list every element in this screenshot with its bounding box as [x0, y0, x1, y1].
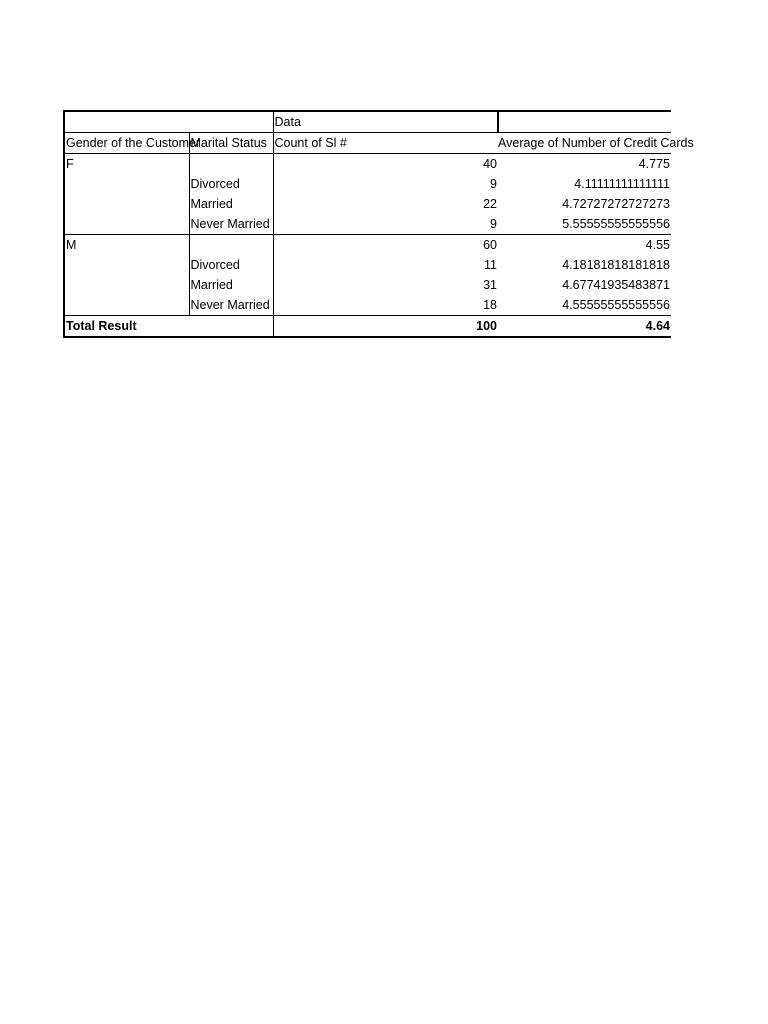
pivot-grid [63, 110, 694, 338]
header-average[interactable]: Average of Number of Credit Cards [498, 133, 671, 154]
average-cell[interactable]: 4.67741935483871 [562, 278, 670, 292]
corner-cell[interactable] [64, 111, 273, 133]
total-row [64, 316, 671, 338]
table-row [64, 295, 671, 316]
count-cell[interactable]: 60 [483, 238, 497, 252]
count-cell[interactable]: 11 [484, 258, 497, 272]
average-cell[interactable]: 4.55 [645, 238, 670, 252]
table-row [64, 194, 671, 214]
average-cell[interactable]: 4.55555555555556 [498, 295, 671, 316]
gender-cell[interactable] [64, 174, 189, 194]
marital-cell[interactable]: Married [189, 275, 273, 295]
header-count[interactable]: Count of Sl # [273, 133, 498, 154]
marital-cell[interactable] [189, 235, 273, 256]
marital-cell[interactable]: Married [189, 194, 273, 214]
header-gender[interactable]: Gender of the Customer [64, 133, 189, 154]
column-header-row [64, 133, 671, 154]
pivot-table [63, 110, 694, 338]
gender-cell[interactable]: M [64, 235, 189, 256]
average-cell[interactable]: 4.72727272727273 [562, 197, 670, 211]
total-label[interactable]: Total Result [64, 316, 273, 338]
gender-cell[interactable] [64, 255, 189, 275]
marital-cell[interactable]: Never Married [189, 295, 273, 316]
table-row [64, 174, 671, 194]
count-cell[interactable]: 31 [483, 278, 497, 292]
count-cell[interactable]: 22 [483, 197, 497, 211]
count-cell[interactable]: 9 [490, 177, 497, 191]
table-row [64, 214, 671, 235]
average-cell[interactable]: 4.11111111111111 [574, 177, 670, 191]
count-cell[interactable]: 40 [483, 157, 497, 171]
gender-cell[interactable] [64, 214, 189, 235]
gender-cell[interactable]: F [64, 154, 189, 175]
average-cell[interactable]: 5.55555555555556 [498, 214, 671, 235]
data-header-row [64, 111, 671, 133]
header-marital-status[interactable]: Marital Status [189, 133, 273, 154]
table-row [64, 255, 671, 275]
group-row-f [64, 154, 671, 175]
gender-cell[interactable] [64, 295, 189, 316]
total-count[interactable]: 100 [273, 316, 498, 338]
average-cell[interactable]: 4.775 [638, 157, 670, 171]
total-average[interactable]: 4.64 [498, 316, 671, 338]
count-cell[interactable]: 18 [273, 295, 498, 316]
table-row [64, 275, 671, 295]
data-header-cell[interactable]: Data [273, 111, 498, 133]
marital-cell[interactable]: Divorced [189, 255, 273, 275]
marital-cell[interactable]: Never Married [189, 214, 273, 235]
gender-cell[interactable] [64, 275, 189, 295]
data-header-empty-cell[interactable] [498, 111, 671, 133]
count-cell[interactable]: 9 [273, 214, 498, 235]
group-row-m [64, 235, 671, 256]
gender-cell[interactable] [64, 194, 189, 214]
marital-cell[interactable] [189, 154, 273, 175]
marital-cell[interactable]: Divorced [189, 174, 273, 194]
average-cell[interactable]: 4.18181818181818 [562, 258, 670, 272]
